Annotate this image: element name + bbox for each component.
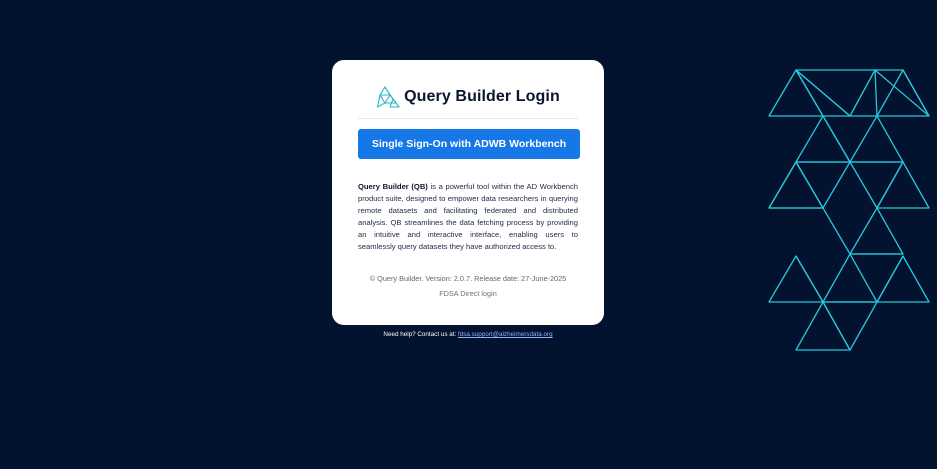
page-title: Query Builder Login <box>404 88 560 105</box>
brand-header <box>358 84 578 110</box>
triangle-pattern-icon <box>765 66 935 356</box>
login-card <box>332 60 604 325</box>
version-info: © Query Builder. Version: 2.0.7. Release date: 27-June-2025 <box>369 273 567 283</box>
product-description <box>358 181 578 254</box>
query-builder-logo-icon <box>376 85 400 109</box>
title-divider <box>358 118 578 119</box>
fdsa-direct-login-link[interactable]: FDSA Direct login <box>439 288 497 298</box>
help-footer <box>332 331 604 338</box>
product-name: Query Builder (QB) <box>358 182 428 191</box>
support-email-link[interactable]: fdsa.support@alzheimersdata.org <box>457 331 553 338</box>
sso-login-button[interactable]: Single Sign-On with ADWB Workbench <box>358 129 580 159</box>
help-text: Need help? Contact us at: <box>383 331 458 338</box>
product-description-text: is a powerful tool within the AD Workbench product suite, designed to empower data researchers in querying remote datasets and facilitating federated and distributed analysis. QB streamlines the data fetching process by providing an intuitive and interactive interface, enabling users to seamlessly query datasets they have authorized access to. <box>358 182 578 252</box>
